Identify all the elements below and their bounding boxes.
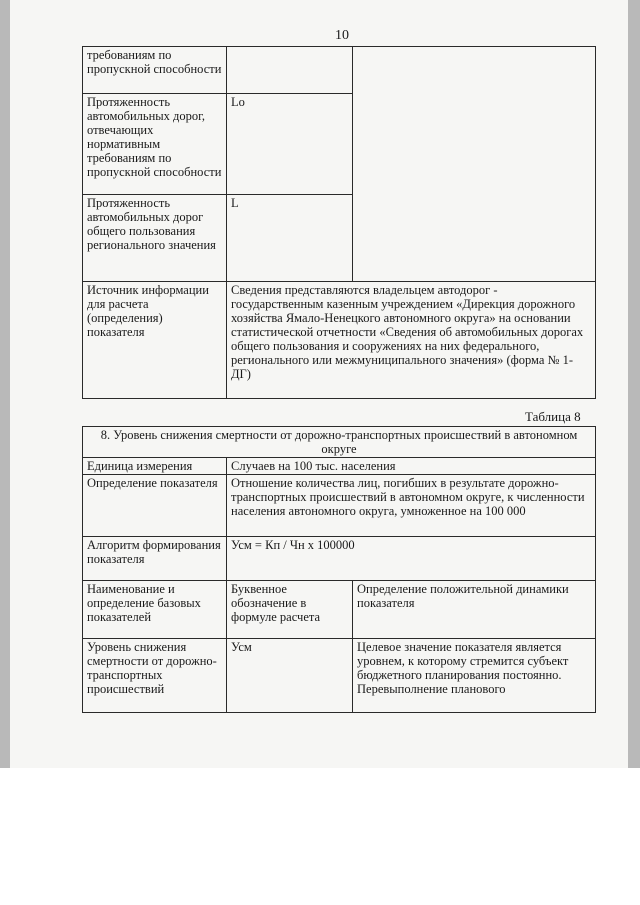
column-header: Буквенное обозначение в формуле расчета: [227, 581, 353, 639]
table-row: [83, 458, 596, 475]
definition-label: Определение показателя: [83, 475, 227, 537]
definition-value: Отношение количества лиц, погибших в результате дорожно-транспортных происшествий в автономном округе, к численности населения автономного округа, умноженное на 100 000: [227, 475, 596, 537]
base-indicator-symbol: Lo: [227, 94, 353, 195]
table-row: [83, 537, 596, 581]
base-indicator-name: Протяженность автомобильных дорог, отвечающих нормативным требованиям по пропускной способности: [83, 94, 227, 195]
algorithm-formula: Усм = Кп / Чн х 100000: [227, 537, 596, 581]
dynamics-cell: [353, 47, 596, 282]
source-label: Источник информации для расчета (определения) показателя: [83, 282, 227, 399]
table-row: [83, 427, 596, 458]
base-indicator-symbol: [227, 47, 353, 94]
table-caption: Таблица 8: [525, 409, 581, 424]
table-row: [83, 581, 596, 639]
base-indicator-name: Уровень снижения смертности от дорожно-транспортных происшествий: [83, 639, 227, 713]
source-text: Сведения представляются владельцем автодорог - государственным казенным учреждением «Дирекция дорожного хозяйства Ямало-Ненецкого автономного округа» на основании статистической отчетности «Сведения об автомобильных дорогах общего пользования и сооружениях на них федерального, регионального или межмуниципального значения» (форма № 1-ДГ): [227, 282, 596, 399]
unit-label: Единица измерения: [83, 458, 227, 475]
table-row: [83, 475, 596, 537]
table-title: 8. Уровень снижения смертности от дорожно-транспортных происшествий в автономном округе: [83, 427, 596, 458]
algorithm-label: Алгоритм формирования показателя: [83, 537, 227, 581]
unit-value: Случаев на 100 тыс. населения: [227, 458, 596, 475]
table-row: [83, 47, 596, 94]
table-row: [83, 282, 596, 399]
column-header: Определение положительной динамики показателя: [353, 581, 596, 639]
column-header: Наименование и определение базовых показателей: [83, 581, 227, 639]
indicator-table-7-continued: [82, 46, 596, 399]
page-number: 10: [335, 28, 349, 43]
base-indicator-symbol: L: [227, 195, 353, 282]
base-indicator-name: Протяженность автомобильных дорог общего пользования регионального значения: [83, 195, 227, 282]
dynamics-text: Целевое значение показателя является уровнем, к которому стремится субъект бюджетного планирования постоянно. Перевыполнение планового: [353, 639, 596, 713]
indicator-table-8: [82, 426, 596, 713]
table-row: [83, 639, 596, 713]
base-indicator-name: требованиям по пропускной способности: [83, 47, 227, 94]
base-indicator-symbol: Усм: [227, 639, 353, 713]
page-background: [0, 768, 640, 905]
